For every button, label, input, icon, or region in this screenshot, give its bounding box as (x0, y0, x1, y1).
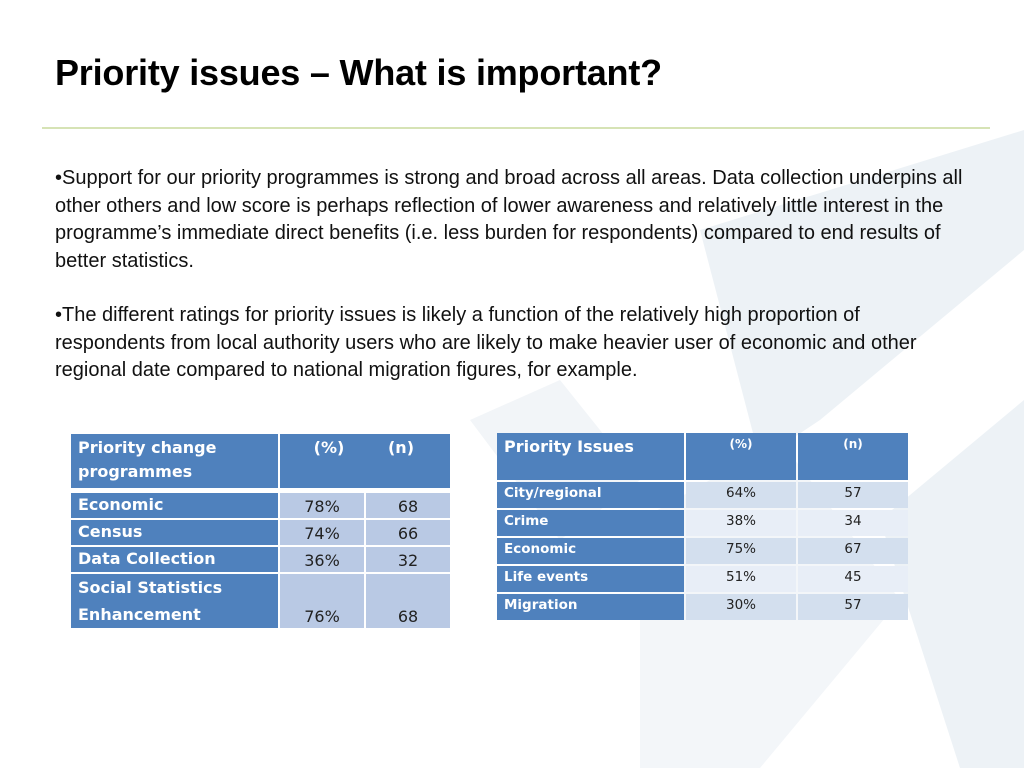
header-columns (280, 434, 450, 488)
table-row (71, 493, 450, 518)
row-pct: 30% (686, 594, 796, 620)
header-label: Priority change programmes (71, 434, 278, 488)
row-pct: 36% (280, 547, 364, 572)
slide-title: Priority issues – What is important? (55, 52, 662, 93)
row-n: 66 (366, 520, 450, 545)
row-pct: 74% (280, 520, 364, 545)
row-n: 32 (366, 547, 450, 572)
row-pct: 64% (686, 482, 796, 508)
row-label: City/regional (497, 482, 684, 508)
row-pct: 38% (686, 510, 796, 536)
row-n: 68 (366, 493, 450, 518)
priority-issues-table (495, 431, 910, 622)
row-n: 68 (366, 574, 450, 628)
header-pct: (%) (313, 438, 345, 457)
bullet-item: •The different ratings for priority issues is likely a function of the relatively high proportion of respondents from local authority users who are likely to make heavier user of economic and other regional date compared to national migration figures, for example. (55, 304, 917, 381)
header-pct: (%) (686, 433, 796, 480)
table-row (71, 520, 450, 545)
table-header-row (71, 434, 450, 488)
row-label: Economic (71, 493, 278, 518)
row-pct: 75% (686, 538, 796, 564)
priority-change-programmes-table (69, 432, 452, 630)
row-label: Crime (497, 510, 684, 536)
table-row (497, 594, 908, 620)
table-row (497, 538, 908, 564)
title-divider (42, 127, 990, 129)
row-label: Migration (497, 594, 684, 620)
row-n: 57 (798, 482, 908, 508)
row-label: Economic (497, 538, 684, 564)
row-n: 57 (798, 594, 908, 620)
row-label: Census (71, 520, 278, 545)
row-label: Data Collection (71, 547, 278, 572)
row-pct: 78% (280, 493, 364, 518)
bullet-list (55, 165, 970, 412)
row-label: Social Statistics Enhancement (71, 574, 278, 628)
row-pct: 51% (686, 566, 796, 592)
row-n: 67 (798, 538, 908, 564)
table-header-row (497, 433, 908, 480)
row-n: 45 (798, 566, 908, 592)
row-label: Life events (497, 566, 684, 592)
header-n: (n) (387, 438, 414, 457)
table-row (71, 574, 450, 628)
bullet-item: •Support for our priority programmes is strong and broad across all areas. Data collection underpins all other others and low score is perhaps reflection of lower awareness and relatively little interest in the programme’s immediate direct benefits (i.e. less burden for respondents) compared to end results of better statistics. (55, 167, 963, 272)
header-label: Priority Issues (497, 433, 684, 480)
row-pct: 76% (280, 574, 364, 628)
table-row (497, 510, 908, 536)
table-row (71, 547, 450, 572)
header-n: (n) (798, 433, 908, 480)
table-row (497, 566, 908, 592)
table-row (497, 482, 908, 508)
row-n: 34 (798, 510, 908, 536)
